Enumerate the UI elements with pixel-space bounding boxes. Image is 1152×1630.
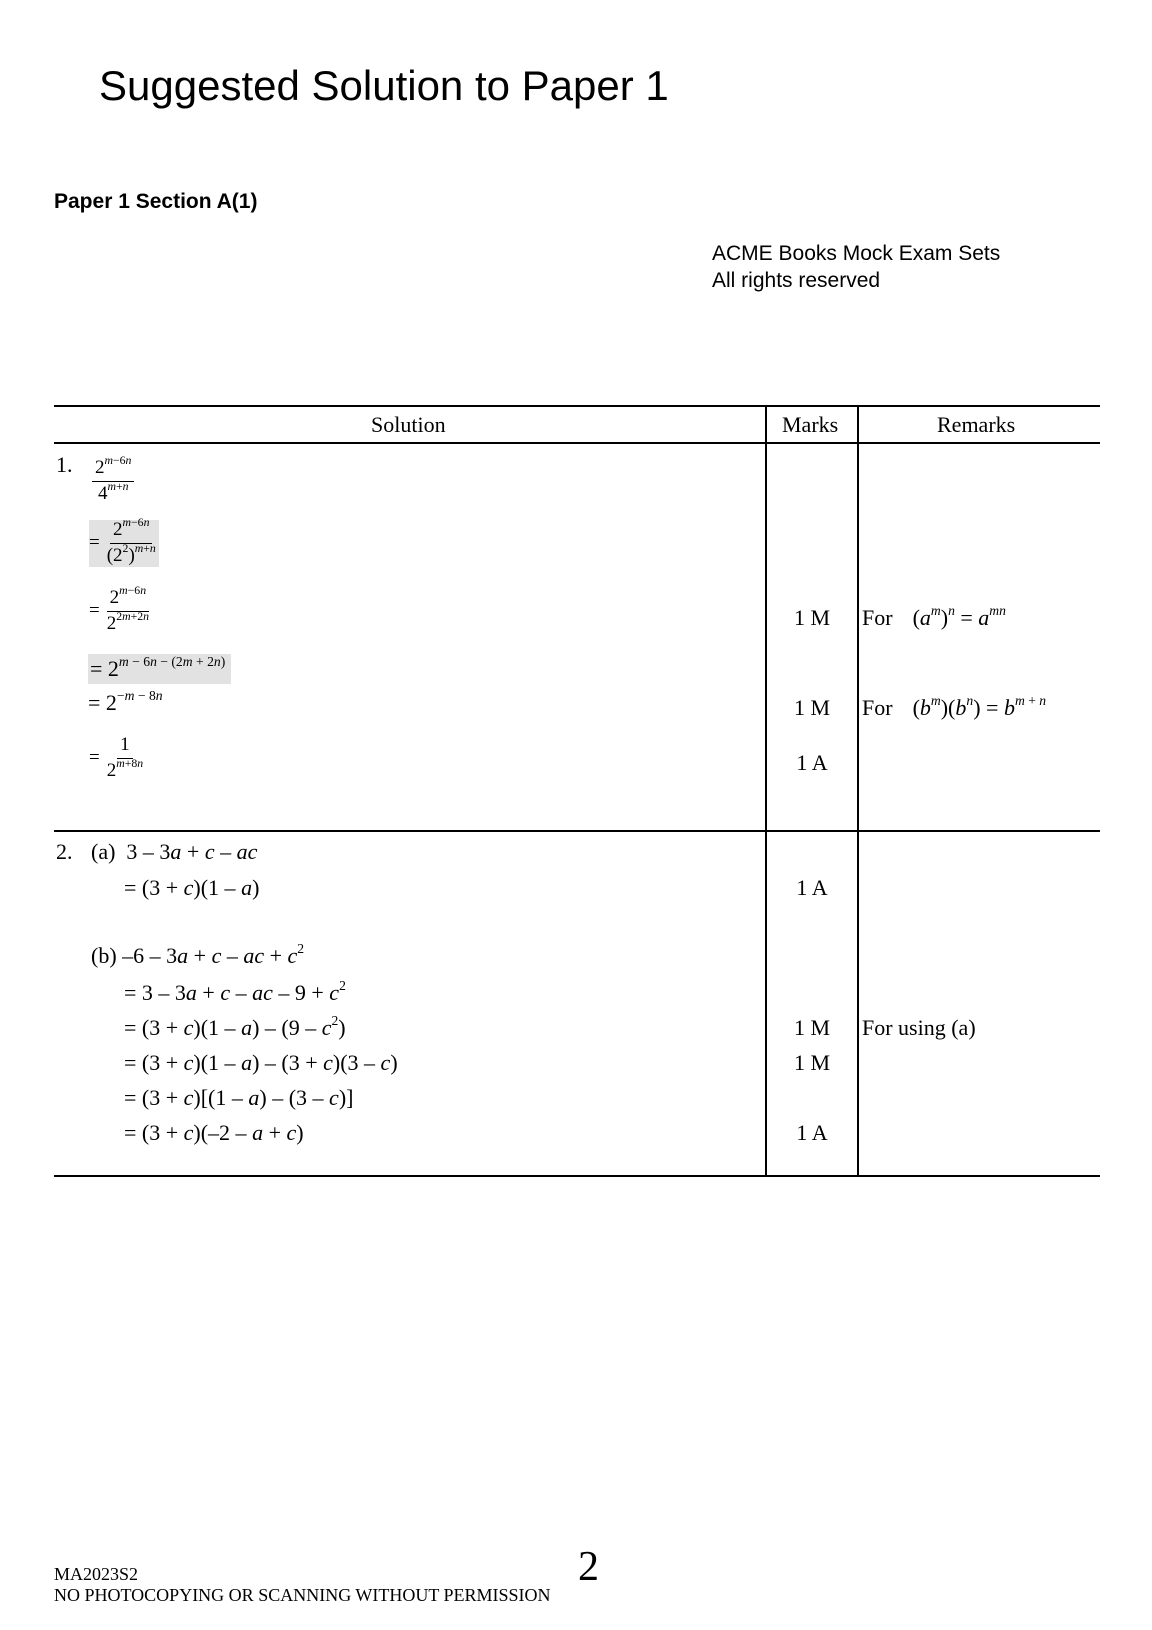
remark-product-rule	[862, 692, 1047, 721]
table-top-rule	[54, 405, 1100, 407]
mark-award: 1 A	[796, 1120, 828, 1145]
fraction: $\frac{2^{m-6n}}{4^{m+n}}$	[92, 458, 134, 505]
question-number: 2.	[56, 839, 73, 864]
q2-part-b-step: = (3 + c)(1 – a) – (3 + c)(3 – c)	[124, 1050, 398, 1075]
section-heading: Paper 1 Section A(1)	[54, 190, 258, 213]
q1-step-2: = $\frac{2^{m-6n}}{(2^2)^{m+n}}$	[89, 520, 159, 567]
q2-part-b-step: = (3 + c)[(1 – a) – (3 – c)]	[124, 1085, 354, 1110]
header-marks: Marks	[782, 412, 839, 437]
q2-part-b-expression: (b) –6 – 3a + c – ac + $c^2$	[91, 940, 305, 968]
question-number: 1.	[56, 452, 73, 477]
mark-award: 1 M	[793, 1050, 831, 1075]
page-number: 2	[578, 1544, 599, 1590]
q1-step-4: = $2^{m - 6n - (2m + 2n)}$	[88, 654, 231, 684]
q2-part-b-step: = (3 + c)(–2 – a + c)	[124, 1120, 304, 1145]
mark-award: 1 M	[793, 1015, 831, 1040]
header-solution: Solution	[371, 412, 446, 437]
table-header-rule	[54, 442, 1100, 444]
mark-award: 1 M	[793, 605, 831, 630]
q2-part-a-expression: (a) 3 – 3a + c – ac	[91, 839, 258, 864]
publisher-block	[712, 240, 1000, 294]
mark-award: 1 A	[796, 875, 828, 900]
rights-notice: All rights reserved	[712, 269, 881, 292]
mark-award: 1 A	[796, 750, 828, 775]
remark-prefix: For	[862, 605, 893, 630]
paper-code: MA2023S2	[54, 1564, 139, 1584]
q2-part-b-step: = 3 – 3a + c – ac – $9 + c^2$	[124, 977, 346, 1005]
page-title: Suggested Solution to Paper 1	[99, 62, 669, 109]
remark-power-rule	[862, 602, 1006, 631]
q1-step-1	[92, 453, 134, 505]
q1-step-3: = $\frac{2^{m-6n}}{2^{2m+2n}}$	[89, 588, 152, 635]
publisher-name: ACME Books Mock Exam Sets	[712, 242, 1001, 265]
table-bottom-rule	[54, 1175, 1100, 1177]
q2-part-b-step: = $(3 + c)(1 - a) - (9 - c^2)$	[124, 1012, 346, 1040]
mark-award: 1 M	[793, 695, 831, 720]
q1-step-6: = $\frac{1}{2^{m+8n}}$	[89, 735, 146, 782]
header-remarks: Remarks	[937, 412, 1016, 437]
table-row-divider	[54, 830, 1100, 832]
remark-prefix: For	[862, 695, 893, 720]
fraction: $\frac{1}{2^{m+8n}}$	[106, 734, 144, 781]
remark-using-a: For using (a)	[862, 1015, 976, 1040]
fraction: $\frac{2^{m-6n}}{2^{2m+2n}}$	[106, 583, 150, 634]
remark-formula: $(b^m)(b^n) = b^{m + n}$	[912, 692, 1047, 720]
fraction: $\frac{2^{m-6n}}{(2^2)^{m+n}}$	[106, 515, 156, 566]
q1-step-5: = $2^{-m - 8n}$	[88, 687, 163, 715]
q2-part-a-step: = (3 + c)(1 – a)	[124, 875, 260, 900]
copyright-notice: NO PHOTOCOPYING OR SCANNING WITHOUT PERMISSION	[54, 1585, 551, 1605]
remark-formula: $(a^m)^n = a^{mn}$	[912, 602, 1006, 630]
